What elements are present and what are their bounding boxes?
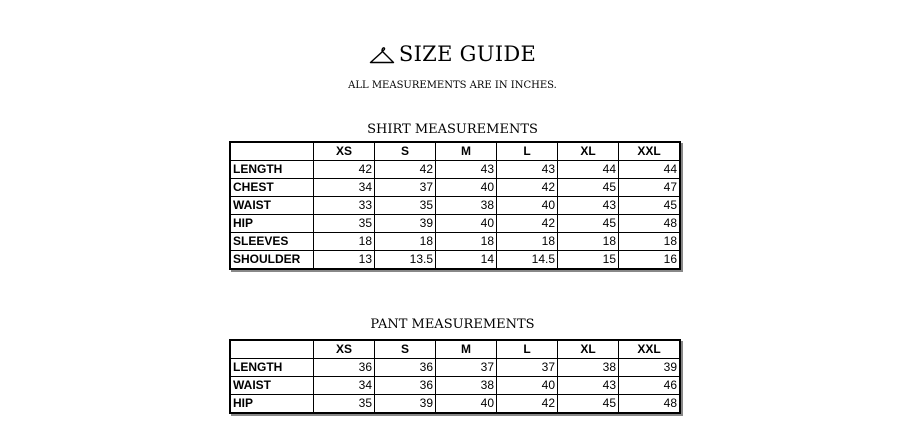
size-guide-header (0, 42, 905, 66)
table-cell: 13.5 (375, 251, 436, 270)
shirt-section-title: SHIRT MEASUREMENTS (367, 122, 538, 137)
table-cell: 34 (314, 377, 375, 395)
row-label: SHOULDER (230, 251, 314, 270)
table-cell: 37 (436, 359, 497, 377)
column-header: XXL (619, 142, 681, 161)
table-row (230, 161, 680, 179)
table-cell: 43 (558, 377, 619, 395)
row-label: SLEEVES (230, 233, 314, 251)
table-cell: 15 (558, 251, 619, 270)
table-cell: 37 (375, 179, 436, 197)
shirt-header-row (230, 142, 680, 161)
table-cell: 35 (314, 395, 375, 414)
table-cell: 48 (619, 215, 681, 233)
table-cell: 13 (314, 251, 375, 270)
column-header: S (375, 142, 436, 161)
table-cell: 40 (497, 197, 558, 215)
row-label: WAIST (230, 197, 314, 215)
column-header: S (375, 340, 436, 359)
table-cell: 44 (558, 161, 619, 179)
table-row (230, 359, 680, 377)
table-cell: 18 (558, 233, 619, 251)
table-row (230, 197, 680, 215)
row-label: HIP (230, 215, 314, 233)
table-cell: 36 (375, 377, 436, 395)
table-cell: 43 (558, 197, 619, 215)
row-label: WAIST (230, 377, 314, 395)
table-cell: 45 (558, 395, 619, 414)
table-cell: 34 (314, 179, 375, 197)
table-cell: 39 (619, 359, 681, 377)
table-cell: 45 (558, 179, 619, 197)
table-cell: 40 (436, 395, 497, 414)
table-cell: 42 (497, 395, 558, 414)
table-cell: 35 (375, 197, 436, 215)
table-cell: 48 (619, 395, 681, 414)
column-header: M (436, 142, 497, 161)
table-row (230, 377, 680, 395)
table-row (230, 179, 680, 197)
pant-header-row (230, 340, 680, 359)
header-corner (230, 142, 314, 161)
table-row (230, 395, 680, 414)
table-cell: 45 (619, 197, 681, 215)
pant-table (229, 339, 681, 414)
column-header: XL (558, 142, 619, 161)
table-cell: 18 (436, 233, 497, 251)
table-cell: 42 (375, 161, 436, 179)
column-header: XS (314, 340, 375, 359)
table-cell: 43 (497, 161, 558, 179)
column-header: XL (558, 340, 619, 359)
table-cell: 38 (436, 377, 497, 395)
column-header: L (497, 340, 558, 359)
table-cell: 18 (619, 233, 681, 251)
table-cell: 40 (497, 377, 558, 395)
pant-section-title: PANT MEASUREMENTS (370, 317, 535, 332)
table-cell: 45 (558, 215, 619, 233)
table-row (230, 233, 680, 251)
table-cell: 36 (314, 359, 375, 377)
row-label: LENGTH (230, 161, 314, 179)
page-title: SIZE GUIDE (398, 42, 537, 66)
table-cell: 47 (619, 179, 681, 197)
shirt-table (229, 141, 681, 270)
column-header: XXL (619, 340, 681, 359)
table-cell: 42 (497, 179, 558, 197)
table-cell: 18 (314, 233, 375, 251)
table-row (230, 215, 680, 233)
table-cell: 42 (497, 215, 558, 233)
table-cell: 40 (436, 179, 497, 197)
row-label: LENGTH (230, 359, 314, 377)
table-cell: 43 (436, 161, 497, 179)
column-header: XS (314, 142, 375, 161)
table-row (230, 251, 680, 270)
table-cell: 14 (436, 251, 497, 270)
table-cell: 37 (497, 359, 558, 377)
row-label: CHEST (230, 179, 314, 197)
table-cell: 18 (497, 233, 558, 251)
table-cell: 42 (314, 161, 375, 179)
table-cell: 35 (314, 215, 375, 233)
table-cell: 44 (619, 161, 681, 179)
table-cell: 39 (375, 395, 436, 414)
hanger-icon (369, 45, 395, 65)
row-label: HIP (230, 395, 314, 414)
table-cell: 36 (375, 359, 436, 377)
table-cell: 33 (314, 197, 375, 215)
table-cell: 39 (375, 215, 436, 233)
table-cell: 14.5 (497, 251, 558, 270)
column-header: L (497, 142, 558, 161)
table-cell: 16 (619, 251, 681, 270)
table-cell: 38 (436, 197, 497, 215)
page-subtitle: ALL MEASUREMENTS ARE IN INCHES. (348, 80, 557, 91)
table-cell: 40 (436, 215, 497, 233)
table-cell: 38 (558, 359, 619, 377)
header-corner (230, 340, 314, 359)
table-cell: 18 (375, 233, 436, 251)
table-cell: 46 (619, 377, 681, 395)
column-header: M (436, 340, 497, 359)
